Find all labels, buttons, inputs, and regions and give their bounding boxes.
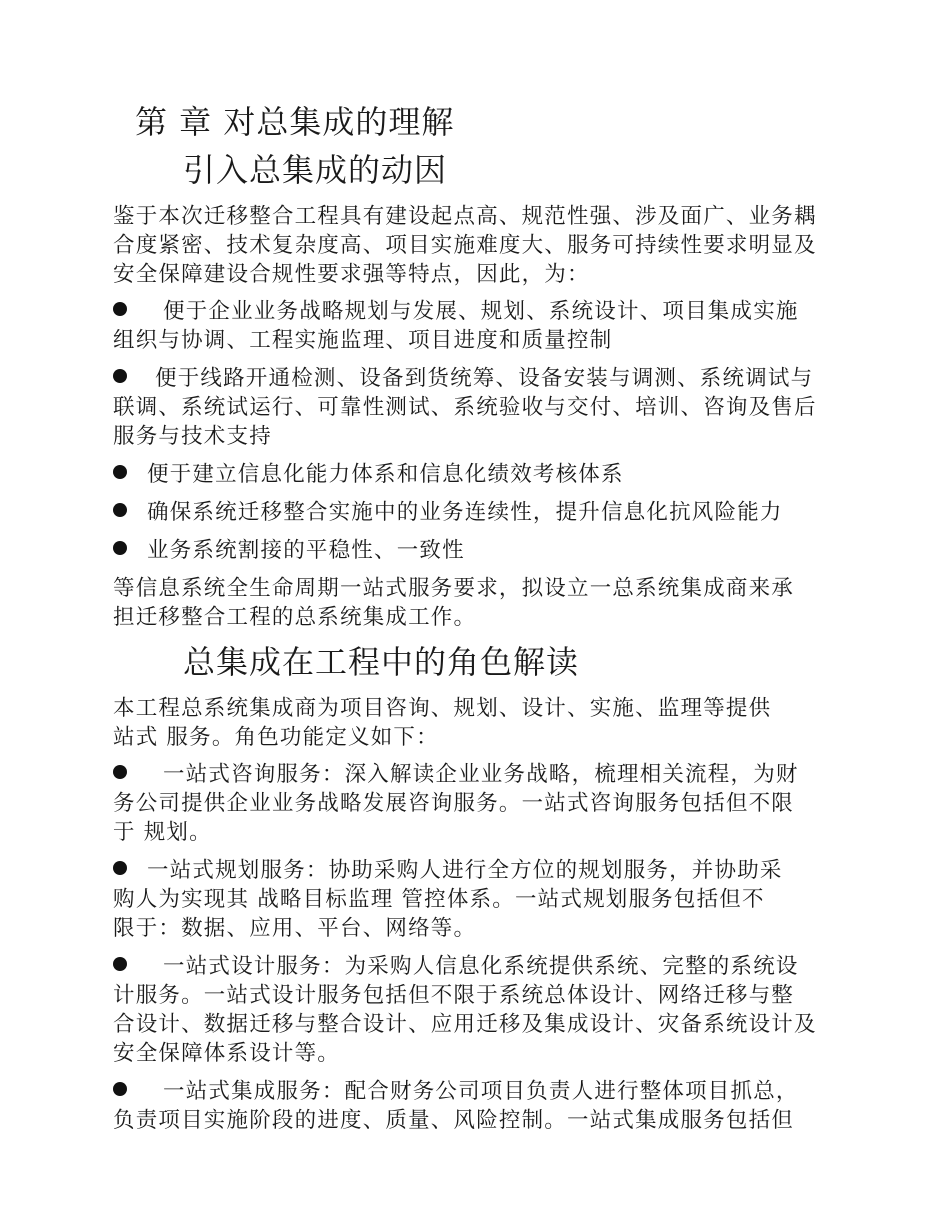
bullet-item bbox=[113, 760, 903, 847]
text-line: 鉴于本次迁移整合工程具有建设起点高、规范性强、涉及面广、业务耦 bbox=[113, 204, 817, 229]
bullet-item bbox=[113, 498, 903, 527]
text-line: 合度紧密、技术复杂度高、项目实施难度大、服务可持续性要求明显及 bbox=[113, 233, 817, 258]
text-line: 服务与技术支持 bbox=[113, 424, 272, 449]
bullet-item bbox=[113, 364, 903, 451]
bullet-dot-icon bbox=[113, 861, 127, 875]
text-line: 本工程总系统集成商为项目咨询、规划、设计、实施、监理等提供 bbox=[113, 696, 772, 721]
text-line: 计服务。一站式设计服务包括但不限于系统总体设计、网络迁移与整 bbox=[113, 983, 795, 1008]
text-line: 便于线路开通检测、设备到货统筹、设备安装与调测、系统调试与 bbox=[155, 366, 814, 391]
text-line: 担迁移整合工程的总系统集成工作。 bbox=[113, 605, 477, 630]
text-line: 务公司提供企业业务战略发展咨询服务。一站式咨询服务包括但不限 bbox=[113, 791, 795, 816]
bullet-dot-icon bbox=[113, 503, 127, 517]
bullet-dot-icon bbox=[113, 957, 127, 971]
text-line: 安全保障建设合规性要求强等特点，因此，为： bbox=[113, 262, 590, 287]
section-title-motivation: 引入总集成的动因 bbox=[183, 151, 448, 189]
text-line: 于 规划。 bbox=[113, 820, 212, 845]
text-line: 一站式集成服务：配合财务公司项目负责人进行整体项目抓总， bbox=[163, 1079, 799, 1104]
bullet-item bbox=[113, 297, 903, 355]
bullet-dot-icon bbox=[113, 1082, 127, 1096]
document-content bbox=[113, 100, 903, 1144]
bullet-dot-icon bbox=[113, 541, 127, 555]
paragraph-intro bbox=[113, 202, 903, 289]
text-line: 购人为实现其 战略目标监理 管控体系。一站式规划服务包括但不 bbox=[113, 887, 765, 912]
text-line: 一站式设计服务：为采购人信息化系统提供系统、完整的系统设 bbox=[163, 954, 799, 979]
bullet-dot-icon bbox=[113, 465, 127, 479]
text-line: 负责项目实施阶段的进度、质量、风险控制。一站式集成服务包括但 bbox=[113, 1108, 795, 1133]
text-line: 等信息系统全生命周期一站式服务要求，拟设立一总系统集成商来承 bbox=[113, 576, 795, 601]
text-line: 联调、系统试运行、可靠性测试、系统验收与交付、培训、咨询及售后 bbox=[113, 395, 817, 420]
text-line: 一站式规划服务：协助采购人进行全方位的规划服务，并协助采 bbox=[147, 858, 783, 883]
bullet-item bbox=[113, 460, 903, 489]
bullet-item bbox=[113, 1077, 903, 1135]
paragraph-role-intro bbox=[113, 694, 903, 752]
text-line: 一站式咨询服务：深入解读企业业务战略，梳理相关流程，为财 bbox=[163, 762, 799, 787]
text-line: 便于建立信息化能力体系和信息化绩效考核体系 bbox=[147, 462, 624, 487]
text-line: 便于企业业务战略规划与发展、规划、系统设计、项目集成实施 bbox=[163, 299, 799, 324]
bullet-dot-icon bbox=[113, 765, 127, 779]
text-line: 合设计、数据迁移与整合设计、应用迁移及集成设计、灾备系统设计及 bbox=[113, 1012, 817, 1037]
text-line: 限于：数据、应用、平台、网络等。 bbox=[113, 916, 477, 941]
bullet-item bbox=[113, 952, 903, 1068]
text-line: 安全保障体系设计等。 bbox=[113, 1041, 341, 1066]
chapter-title: 第 章 对总集成的理解 bbox=[135, 103, 455, 141]
section-title-role: 总集成在工程中的角色解读 bbox=[183, 643, 580, 681]
bullet-item bbox=[113, 856, 903, 943]
bullet-dot-icon bbox=[113, 369, 127, 383]
text-line: 站式 服务。角色功能定义如下： bbox=[113, 725, 439, 750]
text-line: 业务系统割接的平稳性、一致性 bbox=[147, 538, 465, 563]
text-line: 组织与协调、工程实施监理、项目进度和质量控制 bbox=[113, 328, 613, 353]
bullet-item bbox=[113, 536, 903, 565]
text-line: 确保系统迁移整合实施中的业务连续性，提升信息化抗风险能力 bbox=[147, 500, 783, 525]
paragraph-closing bbox=[113, 574, 903, 632]
bullet-dot-icon bbox=[113, 302, 127, 316]
